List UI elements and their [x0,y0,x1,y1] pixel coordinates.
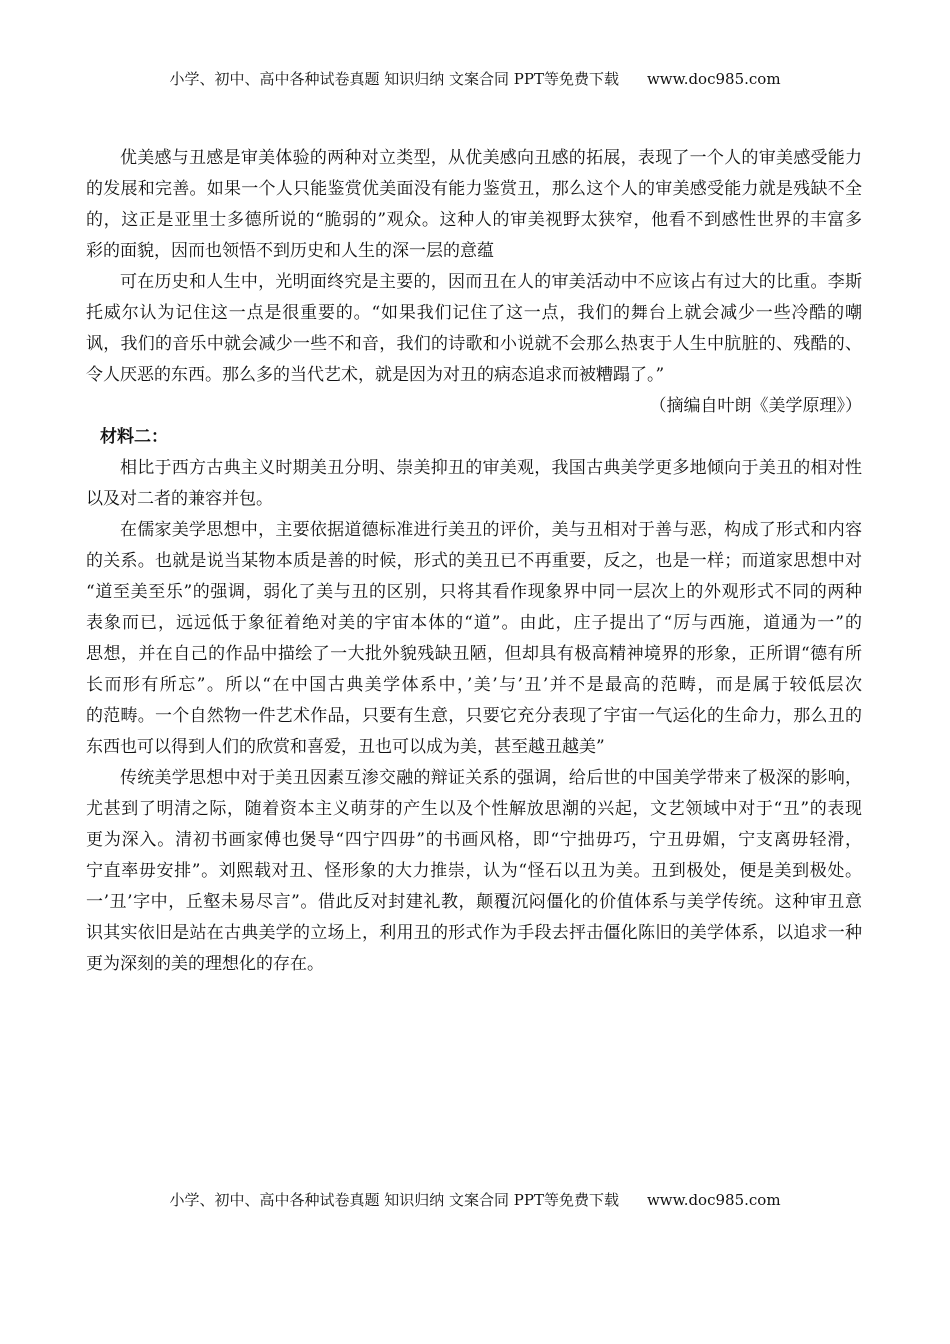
header-text: 小学、初中、高中各种试卷真题 知识归纳 文案合同 PPT等免费下载 [169,70,619,88]
text-line: 更为深刻的美的理想化的存在。 [86,954,324,974]
text-line: 的范畴。一个自然物一件艺术作品，只要有生意，只要它充分表现了宇宙一气运化的生命力，那么丑的 [86,706,862,726]
paragraph [86,453,862,515]
text-line: 尤甚到了明清之际，随着资本主义萌芽的产生以及个性解放思潮的兴起，文艺领域中对于“丑”的表现 [86,799,862,819]
text-line: 在儒家美学思想中，主要依据道德标准进行美丑的评价，美与丑相对于善与恶，构成了形式和内容 [120,520,862,540]
text-line: 更为深入。清初书画家傅也煲导“四宁四毋”的书画风格，即“宁拙毋巧，宁丑毋媚，宁支离毋轻滑， [86,830,862,850]
paragraph [86,763,862,980]
text-line: 传统美学思想中对于美丑因素互渗交融的辩证关系的强调，给后世的中国美学带来了极深的影响， [120,768,862,788]
citation: （摘编自叶朗《美学原理》） [649,396,862,416]
text-line: 令人厌恶的东西。那么多的当代艺术，就是因为对丑的病态追求而被糟蹋了。” [86,365,665,385]
text-line: 相比于西方古典主义时期美丑分明、崇美抑丑的审美观，我国古典美学更多地倾向于美丑的相对性 [120,458,862,478]
page-header [0,69,950,89]
text-line: 东西也可以得到人们的欣赏和喜爱，丑也可以成为美，甚至越丑越美” [86,737,605,757]
text-line: 思想，并在自己的作品中描绘了一大批外貌残缺丑陋，但却具有极高精神境界的形象，正所谓“德有所 [86,644,862,664]
header-site-link[interactable]: www.doc985.com [646,70,781,88]
text-line: 讽，我们的音乐中就会减少一些不和音，我们的诗歌和小说就不会那么热衷于人生中肮脏的、残酷的、 [86,334,862,354]
paragraph [86,143,862,267]
page-footer [0,1190,950,1210]
text-line: 长而形有所忘”。所以“在中国古典美学体系中，’美’与’丑’并不是最高的范畴，而是属于较低层次 [86,675,862,695]
text-line: 优美感与丑感是审美体验的两种对立类型，从优美感向丑感的拓展，表现了一个人的审美感受能力 [120,148,862,168]
text-line: 宁直率毋安排”。刘熙载对丑、怪形象的大力推崇，认为“怪石以丑为美。丑到极处，便是美到极处。 [86,861,862,881]
section-label: 材料二： [100,427,168,447]
text-line: “道至美至乐”的强调，弱化了美与丑的区别，只将其看作现象界中同一层次上的外观形式不同的两种 [86,582,862,602]
text-line: 的关系。也就是说当某物本质是善的时候，形式的美丑已不再重要，反之，也是一样；而道家思想中对 [86,551,862,571]
text-line: 表象而已，远远低于象征着绝对美的宇宙本体的“道”。由此，庄子提出了“厉与西施，道通为一”的 [86,613,862,633]
text-line: 托威尔认为记住这一点是很重要的。“如果我们记住了这一点，我们的舞台上就会减少一些冷酷的嘲 [86,303,862,323]
text-line: 的，这正是亚里士多德所说的“脆弱的”观众。这种人的审美视野太狭窄，他看不到感性世界的丰富多 [86,210,862,230]
text-line: 的发展和完善。如果一个人只能鉴赏优美面没有能力鉴赏丑，那么这个人的审美感受能力就是残缺不全 [86,179,862,199]
text-line: 以及对二者的兼容并包。 [86,489,273,509]
text-line: 可在历史和人生中，光明面终究是主要的，因而丑在人的审美活动中不应该占有过大的比重。李斯 [120,272,862,292]
footer-text: 小学、初中、高中各种试卷真题 知识归纳 文案合同 PPT等免费下载 [169,1191,619,1209]
text-line: 彩的面貌，因而也领悟不到历史和人生的深一层的意蕴 [86,241,494,261]
text-line: 一’丑’字中，丘壑未易尽言”。借此反对封建礼教，颠覆沉闷僵化的价值体系与美学传统。这种审丑意 [86,892,862,912]
paragraph [86,515,862,763]
footer-site-link[interactable]: www.doc985.com [646,1191,781,1209]
text-line: 识其实依旧是站在古典美学的立场上，利用丑的形式作为手段去抨击僵化陈旧的美学体系，以追求一种 [86,923,862,943]
document-body [86,143,862,980]
paragraph [86,267,862,391]
